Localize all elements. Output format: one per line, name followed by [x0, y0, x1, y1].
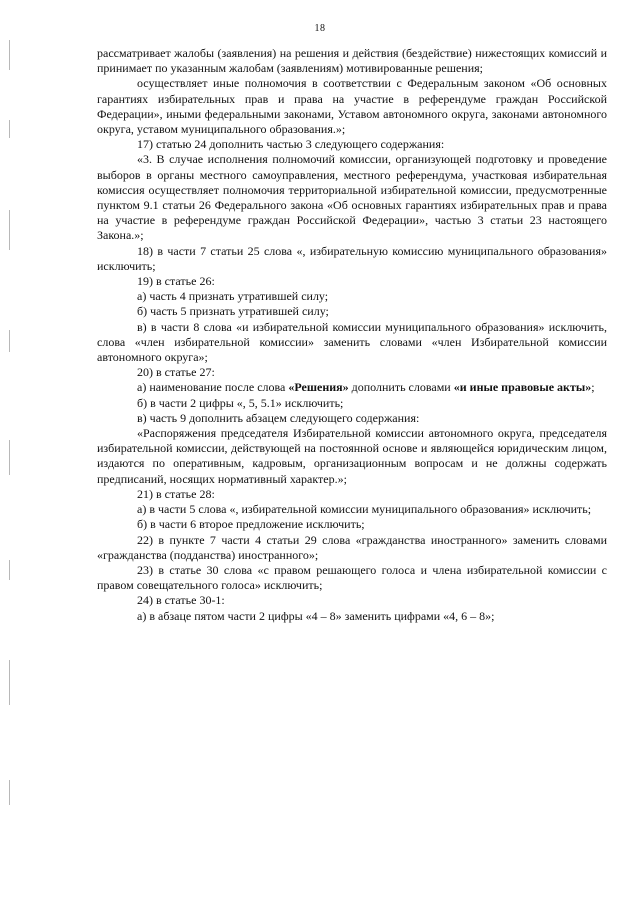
- paragraph-text: дополнить словами: [348, 380, 454, 395]
- document-body: [97, 46, 607, 624]
- paragraph: б) часть 5 признать утратившей силу;: [137, 304, 329, 319]
- paragraph: в) в части 8 слова «и избирательной комиссии муниципального образования» исключить, слова «член избирательной комиссии» заменить словами «член Избирательной комиссии автономного округа»;: [97, 319, 607, 365]
- paragraph: 19) в статье 26:: [137, 274, 215, 289]
- page-number: 18: [314, 23, 326, 34]
- paragraph: 24) в статье 30-1:: [137, 593, 225, 608]
- bold-text: «Решения»: [288, 380, 349, 395]
- paragraph: 23) в статье 30 слова «с правом решающего голоса и члена избирательной комиссии с правом совещательного голоса» исключить;: [97, 562, 607, 593]
- bold-text: «и иные правовые акты»: [453, 380, 592, 395]
- scan-edge-marks: [9, 0, 10, 905]
- paragraph: а) в абзаце пятом части 2 цифры «4 – 8» заменить цифрами «4, 6 – 8»;: [137, 608, 495, 623]
- paragraph: б) в части 6 второе предложение исключить;: [137, 517, 365, 532]
- paragraph: 17) статью 24 дополнить частью 3 следующего содержания:: [137, 137, 445, 152]
- paragraph-text: а) наименование после слова: [137, 380, 289, 395]
- paragraph: 20) в статье 27:: [137, 365, 215, 380]
- paragraph: 22) в пункте 7 части 4 статьи 29 слова «гражданства иностранного» заменить словами «гражданства (подданства) иностранного»;: [97, 532, 607, 562]
- paragraph: а) часть 4 признать утратившей силу;: [137, 289, 329, 304]
- paragraph: осуществляет иные полномочия в соответствии с Федеральным законом «Об основных гарантиях избирательных прав и права на участие в референдуме граждан Российской Федерации», иными федеральными законами, Уставом автономного округа, законами автономного округа, уставом муниципального образования.»;: [97, 76, 607, 137]
- paragraph: б) в части 2 цифры «, 5, 5.1» исключить;: [137, 395, 344, 410]
- paragraph: «3. В случае исполнения полномочий комиссии, организующей подготовку и проведение выборов в органы местного самоуправления, местного референдума, участковая избирательная комиссия осуществляет полномочия территориальной избирательной комиссии, предусмотренные пунктом 9.1 статьи 26 Федерального закона «Об основных гарантиях избирательных прав и права на участие в референдуме граждан Российской Федерации», частью 3 статьи 23 настоящего Закона.»;: [97, 152, 607, 243]
- paragraph: рассматривает жалобы (заявления) на решения и действия (бездействие) нижестоящих комиссий и принимает по указанным жалобам (заявлениям) мотивированные решения;: [97, 46, 607, 76]
- paragraph: 18) в части 7 статьи 25 слова «, избирательную комиссию муниципального образования» исключить;: [97, 243, 607, 273]
- paragraph: «Распоряжения председателя Избирательной комиссии автономного округа, председателя избирательной комиссии, действующей на постоянной основе и являющейся юридическим лицом, издаются по оперативным, кадровым, организационным вопросам и не должны содержать предписаний, носящих нормативный характер.»;: [97, 426, 607, 486]
- paragraph-with-bold: [97, 380, 607, 395]
- paragraph: а) в части 5 слова «, избирательной комиссии муниципального образования» исключить;: [137, 502, 592, 517]
- paragraph: 21) в статье 28:: [137, 486, 215, 501]
- paragraph-text: ;: [591, 380, 595, 395]
- paragraph: в) часть 9 дополнить абзацем следующего содержания:: [137, 410, 420, 425]
